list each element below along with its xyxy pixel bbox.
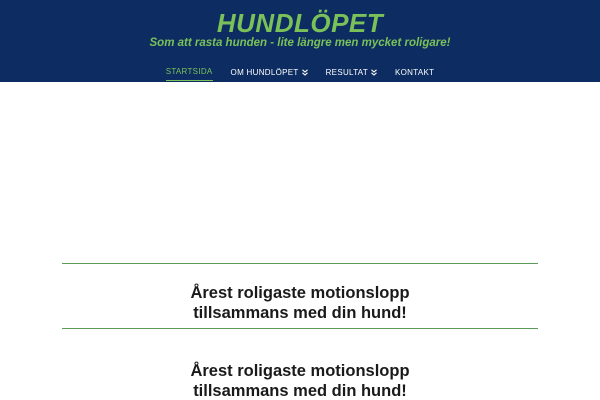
double-chevron-down-icon (371, 69, 377, 76)
heading-line: Årest roligaste motionslopp (190, 284, 410, 302)
heading-line: Årest roligaste motionslopp (190, 362, 410, 380)
double-chevron-down-icon (302, 69, 308, 76)
nav-item-om-hundlopet[interactable] (231, 66, 308, 81)
nav-item-label: STARTSIDA (165, 67, 213, 76)
nav-item-resultat[interactable] (326, 66, 377, 81)
site-header (0, 0, 600, 82)
site-tagline: Som att rasta hunden - lite längre men mycket roligare! (149, 37, 451, 49)
section-divider (62, 328, 538, 329)
heading-line: tillsammans med din hund! (193, 382, 407, 400)
main-nav (0, 66, 600, 81)
site-title[interactable]: HUNDLÖPET (216, 8, 384, 38)
nav-item-startsida[interactable] (166, 66, 213, 81)
section-heading (0, 283, 600, 323)
heading-line: tillsammans med din hund! (193, 304, 407, 322)
section-heading (0, 361, 600, 400)
nav-item-kontakt[interactable] (395, 66, 434, 81)
main-content (0, 82, 600, 400)
section-divider (62, 263, 538, 264)
nav-item-label: RESULTAT (325, 67, 369, 77)
nav-item-label: KONTAKT (395, 67, 435, 77)
nav-item-label: OM HUNDLÖPET (230, 67, 299, 77)
